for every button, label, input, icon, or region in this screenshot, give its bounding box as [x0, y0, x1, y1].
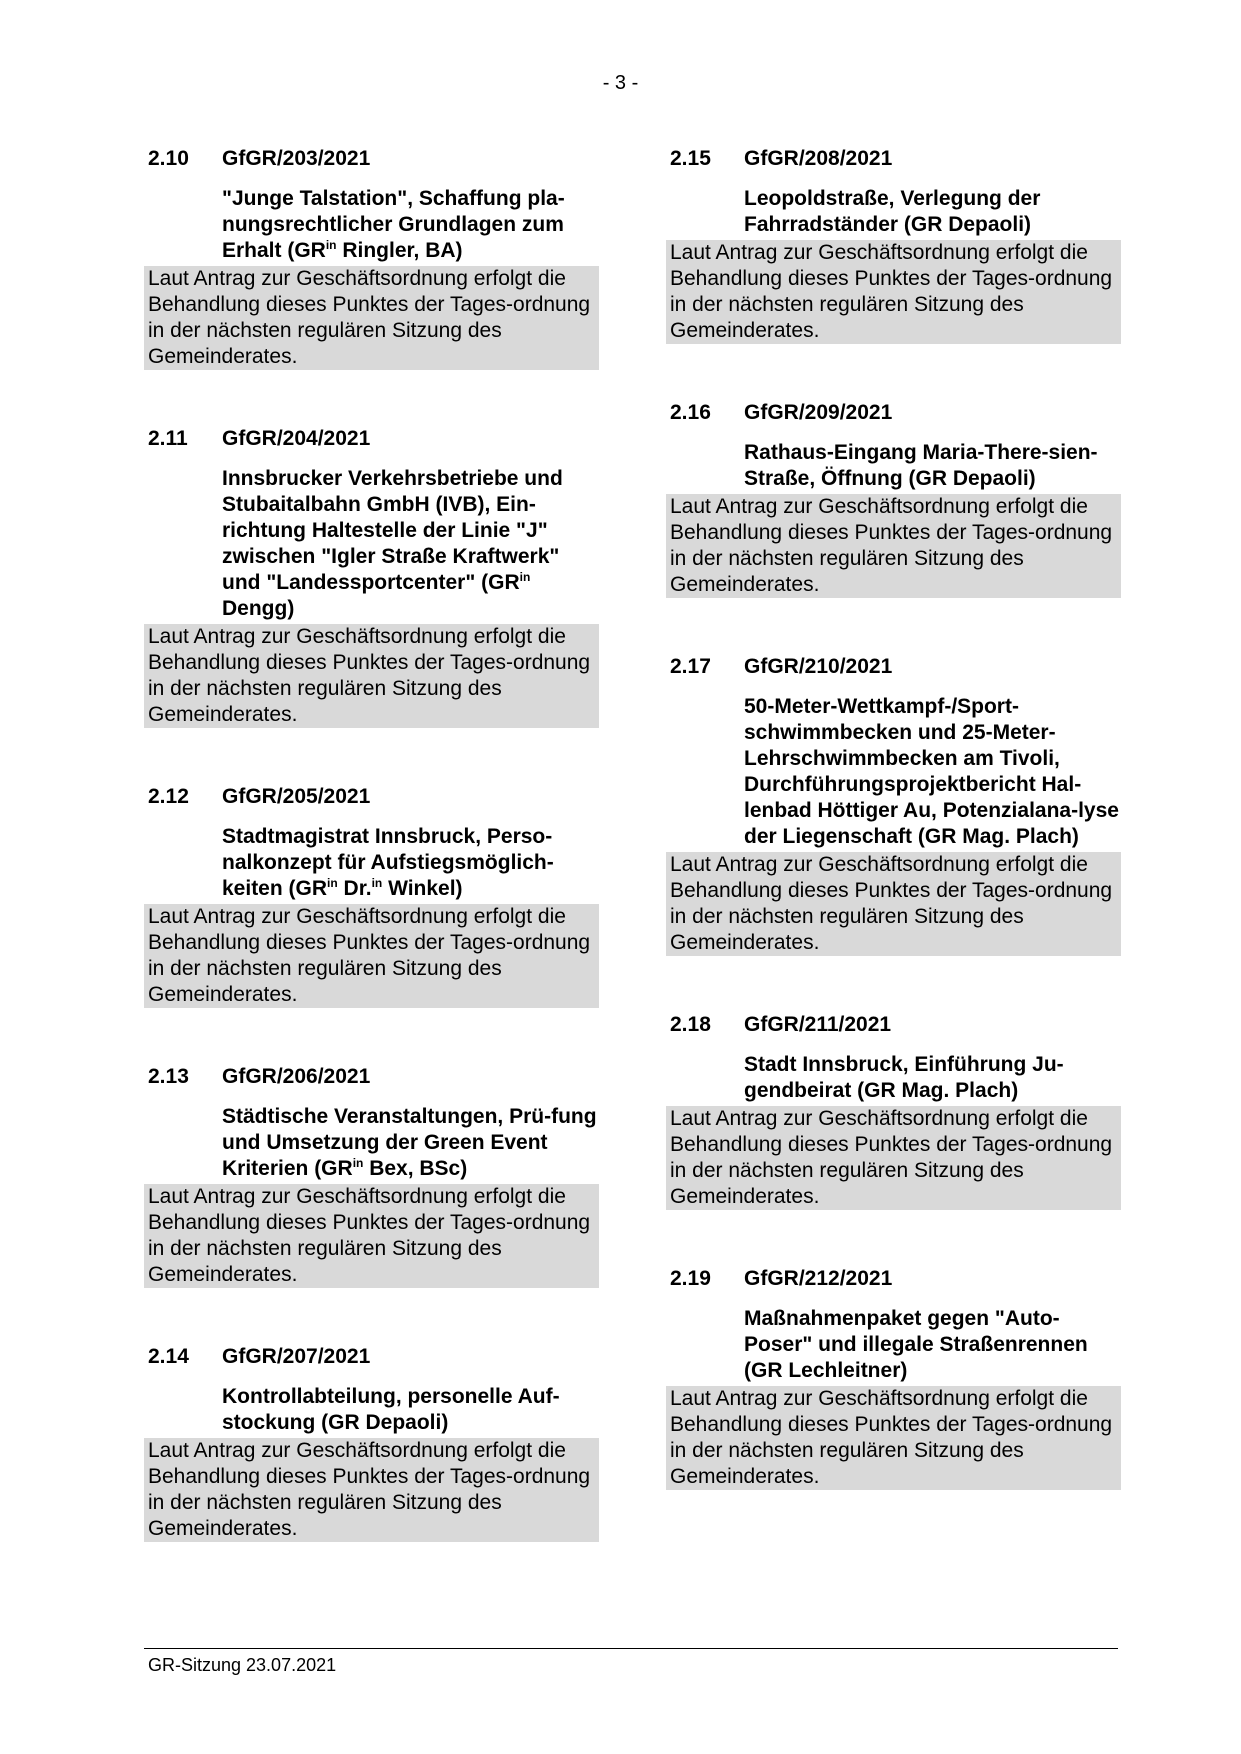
item-code: GfGR/209/2021: [744, 401, 893, 424]
item-title: Stadt Innsbruck, Einführung Ju-gendbeirat (GR Mag. Plach): [744, 1053, 1064, 1102]
item-code: GfGR/212/2021: [744, 1267, 893, 1290]
agenda-column-left: [144, 146, 599, 1542]
page-number: - 3 -: [602, 72, 639, 94]
item-note: Laut Antrag zur Geschäftsordnung erfolgt die Behandlung dieses Punktes der Tages-ordnung in der nächsten regulären Sitzung des Gemeinderates.: [666, 240, 1121, 344]
item-title: Stadtmagistrat Innsbruck, Perso-nalkonzept für Aufstiegsmöglich-keiten ($GR^{in}$ Dr.$^{in}$ Winkel): [222, 825, 554, 900]
item-title: Städtische Veranstaltungen, Prü-fung und Umsetzung der Green Event Kriterien ($GR^{in}$ Bex, BSc): [222, 1105, 597, 1180]
item-number: 2.13: [148, 1065, 189, 1088]
item-title: Maßnahmenpaket gegen "Auto-Poser" und illegale Straßenrennen (GR Lechleitner): [744, 1307, 1088, 1382]
item-code: GfGR/205/2021: [222, 785, 371, 808]
item-number: 2.10: [148, 147, 189, 170]
item-code: GfGR/211/2021: [744, 1013, 892, 1036]
item-note: Laut Antrag zur Geschäftsordnung erfolgt die Behandlung dieses Punktes der Tages-ordnung in der nächsten regulären Sitzung des Gemeinderates.: [666, 852, 1121, 956]
item-code: GfGR/206/2021: [222, 1065, 371, 1088]
item-number: 2.18: [670, 1013, 711, 1036]
item-note: Laut Antrag zur Geschäftsordnung erfolgt die Behandlung dieses Punktes der Tages-ordnung in der nächsten regulären Sitzung des Gemeinderates.: [144, 1438, 599, 1542]
item-note: Laut Antrag zur Geschäftsordnung erfolgt die Behandlung dieses Punktes der Tages-ordnung in der nächsten regulären Sitzung des Gemeinderates.: [144, 266, 599, 370]
item-number: 2.11: [148, 427, 188, 450]
item-title: 50-Meter-Wettkampf-/Sport-schwimmbecken und 25-Meter-Lehrschwimmbecken am Tivoli, Durchführungsprojektbericht Hal-lenbad Höttiger Au, Potenzialana-lyse der Liegenschaft (GR Mag. Plach): [744, 695, 1119, 848]
agenda-item: [666, 654, 1121, 956]
item-title: "Junge Talstation", Schaffung pla-nungsrechtlicher Grundlagen zum Erhalt ($GR^{in}$ Ringler, BA): [222, 187, 565, 262]
item-code: GfGR/210/2021: [744, 655, 893, 678]
agenda-item: [144, 146, 599, 370]
item-number: 2.17: [670, 655, 711, 678]
item-code: GfGR/204/2021: [222, 427, 371, 450]
item-note: Laut Antrag zur Geschäftsordnung erfolgt die Behandlung dieses Punktes der Tages-ordnung in der nächsten regulären Sitzung des Gemeinderates.: [144, 624, 599, 728]
footer-divider: [144, 1648, 1118, 1649]
agenda-item: [144, 1344, 599, 1542]
item-title: Innsbrucker Verkehrsbetriebe und Stubaitalbahn GmbH (IVB), Ein-richtung Haltestelle der Linie "J" zwischen "Igler Straße Kraftwerk" und "Landessportcenter" ($GR^{in}$ Dengg): [222, 467, 563, 620]
item-title: Leopoldstraße, Verlegung der Fahrradständer (GR Depaoli): [744, 187, 1041, 236]
item-number: 2.19: [670, 1267, 711, 1290]
footer-text: GR-Sitzung 23.07.2021: [148, 1655, 337, 1675]
item-note: Laut Antrag zur Geschäftsordnung erfolgt die Behandlung dieses Punktes der Tages-ordnung in der nächsten regulären Sitzung des Gemeinderates.: [666, 1386, 1121, 1490]
item-note: Laut Antrag zur Geschäftsordnung erfolgt die Behandlung dieses Punktes der Tages-ordnung in der nächsten regulären Sitzung des Gemeinderates.: [666, 494, 1121, 598]
agenda-item: [144, 1064, 599, 1288]
agenda-item: [666, 400, 1121, 598]
item-code: GfGR/208/2021: [744, 147, 893, 170]
item-number: 2.15: [670, 147, 711, 170]
agenda-item: [666, 1012, 1121, 1210]
agenda-item: [144, 426, 599, 728]
item-title: Rathaus-Eingang Maria-There-sien-Straße, Öffnung (GR Depaoli): [744, 441, 1098, 490]
agenda-column-right: [666, 146, 1121, 1490]
agenda-item: [666, 1266, 1121, 1490]
item-title: Kontrollabteilung, personelle Auf-stockung (GR Depaoli): [222, 1385, 560, 1434]
item-number: 2.14: [148, 1345, 189, 1368]
item-note: Laut Antrag zur Geschäftsordnung erfolgt die Behandlung dieses Punktes der Tages-ordnung in der nächsten regulären Sitzung des Gemeinderates.: [666, 1106, 1121, 1210]
agenda-item: [144, 784, 599, 1008]
item-code: GfGR/203/2021: [222, 147, 371, 170]
item-code: GfGR/207/2021: [222, 1345, 371, 1368]
item-number: 2.12: [148, 785, 189, 808]
item-note: Laut Antrag zur Geschäftsordnung erfolgt die Behandlung dieses Punktes der Tages-ordnung in der nächsten regulären Sitzung des Gemeinderates.: [144, 1184, 599, 1288]
item-number: 2.16: [670, 401, 711, 424]
agenda-item: [666, 146, 1121, 344]
item-note: Laut Antrag zur Geschäftsordnung erfolgt die Behandlung dieses Punktes der Tages-ordnung in der nächsten regulären Sitzung des Gemeinderates.: [144, 904, 599, 1008]
